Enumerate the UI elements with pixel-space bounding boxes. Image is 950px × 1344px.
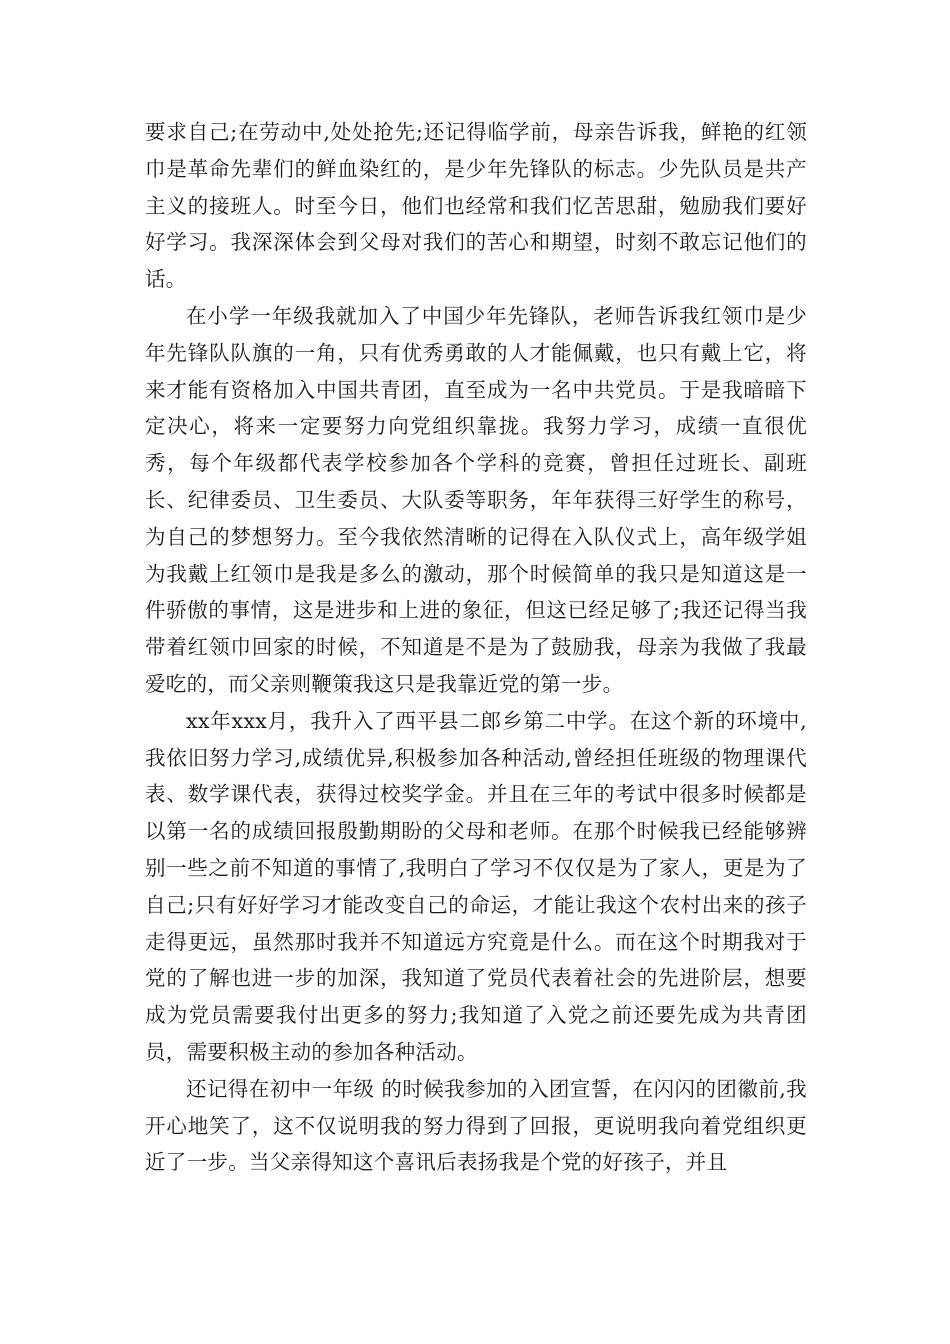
paragraph-middle-school: xx年xxx月，我升入了西平县二郎乡第二中学。在这个新的环境中,我依旧努力学习,成绩优异,积极参加各种活动,曾经担任班级的物理课代表、数学课代表，获得过校奖学金。并且在三年的考试中很多时候都是以第一名的成绩回报殷勤期盼的父母和老师。在那个时候我已经能够辨别一些之前不知道的事情了,我明白了学习不仅仅是为了家人，更是为了自己;只有好好学习才能改变自己的命运，才能让我这个农村出来的孩子走得更远，虽然那时我并不知道远方究竟是什么。而在这个时期我对于党的了解也进一步的加深，我知道了党员代表着社会的先进阶层，想要成为党员需要我付出更多的努力;我知道了入党之前还要先成为共青团员，需要积极主动的参加各种活动。 [145,708,807,1064]
paragraph-young-pioneers: 在小学一年级我就加入了中国少年先锋队，老师告诉我红领巾是少年先锋队队旗的一角，只有优秀勇敢的人才能佩戴，也只有戴上它，将来才能有资格加入中国共青团，直至成为一名中共党员。于是我暗暗下定决心，将来一定要努力向党组织靠拢。我努力学习，成绩一直很优秀，每个年级都代表学校参加各个学科的竞赛，曾担任过班长、副班长、纪律委员、卫生委员、大队委等职务，年年获得三好学生的称号，为自己的梦想努力。至今我依然清晰的记得在入队仪式上，高年级学姐为我戴上红领巾是我是多么的激动，那个时候简单的我只是知道这是一件骄傲的事情，这是进步和上进的象征，但这已经足够了;我还记得当我带着红领巾回家的时候，不知道是不是为了鼓励我，母亲为我做了我最爱吃的，而父亲则鞭策我这只是我靠近党的第一步。 [145,303,807,696]
paragraph-continuation: 要求自己;在劳动中,处处抢先;还记得临学前，母亲告诉我，鲜艳的红领巾是革命先辈们的鲜血染红的，是少年先锋队的标志。少先队员是共产主义的接班人。时至今日，他们也经常和我们忆苦思甜，勉励我们要好好学习。我深深体会到父母对我们的苦心和期望，时刻不敢忘记他们的话。 [145,120,807,292]
document-body [145,114,807,1181]
paragraph-youth-league: 还记得在初中一年级 的时候我参加的入团宣誓，在闪闪的团徽前,我开心地笑了，这不仅说明我的努力得到了回报，更说明我向着党组织更近了一步。当父亲得知这个喜讯后表扬我是个党的好孩子，并且 [145,1076,807,1175]
